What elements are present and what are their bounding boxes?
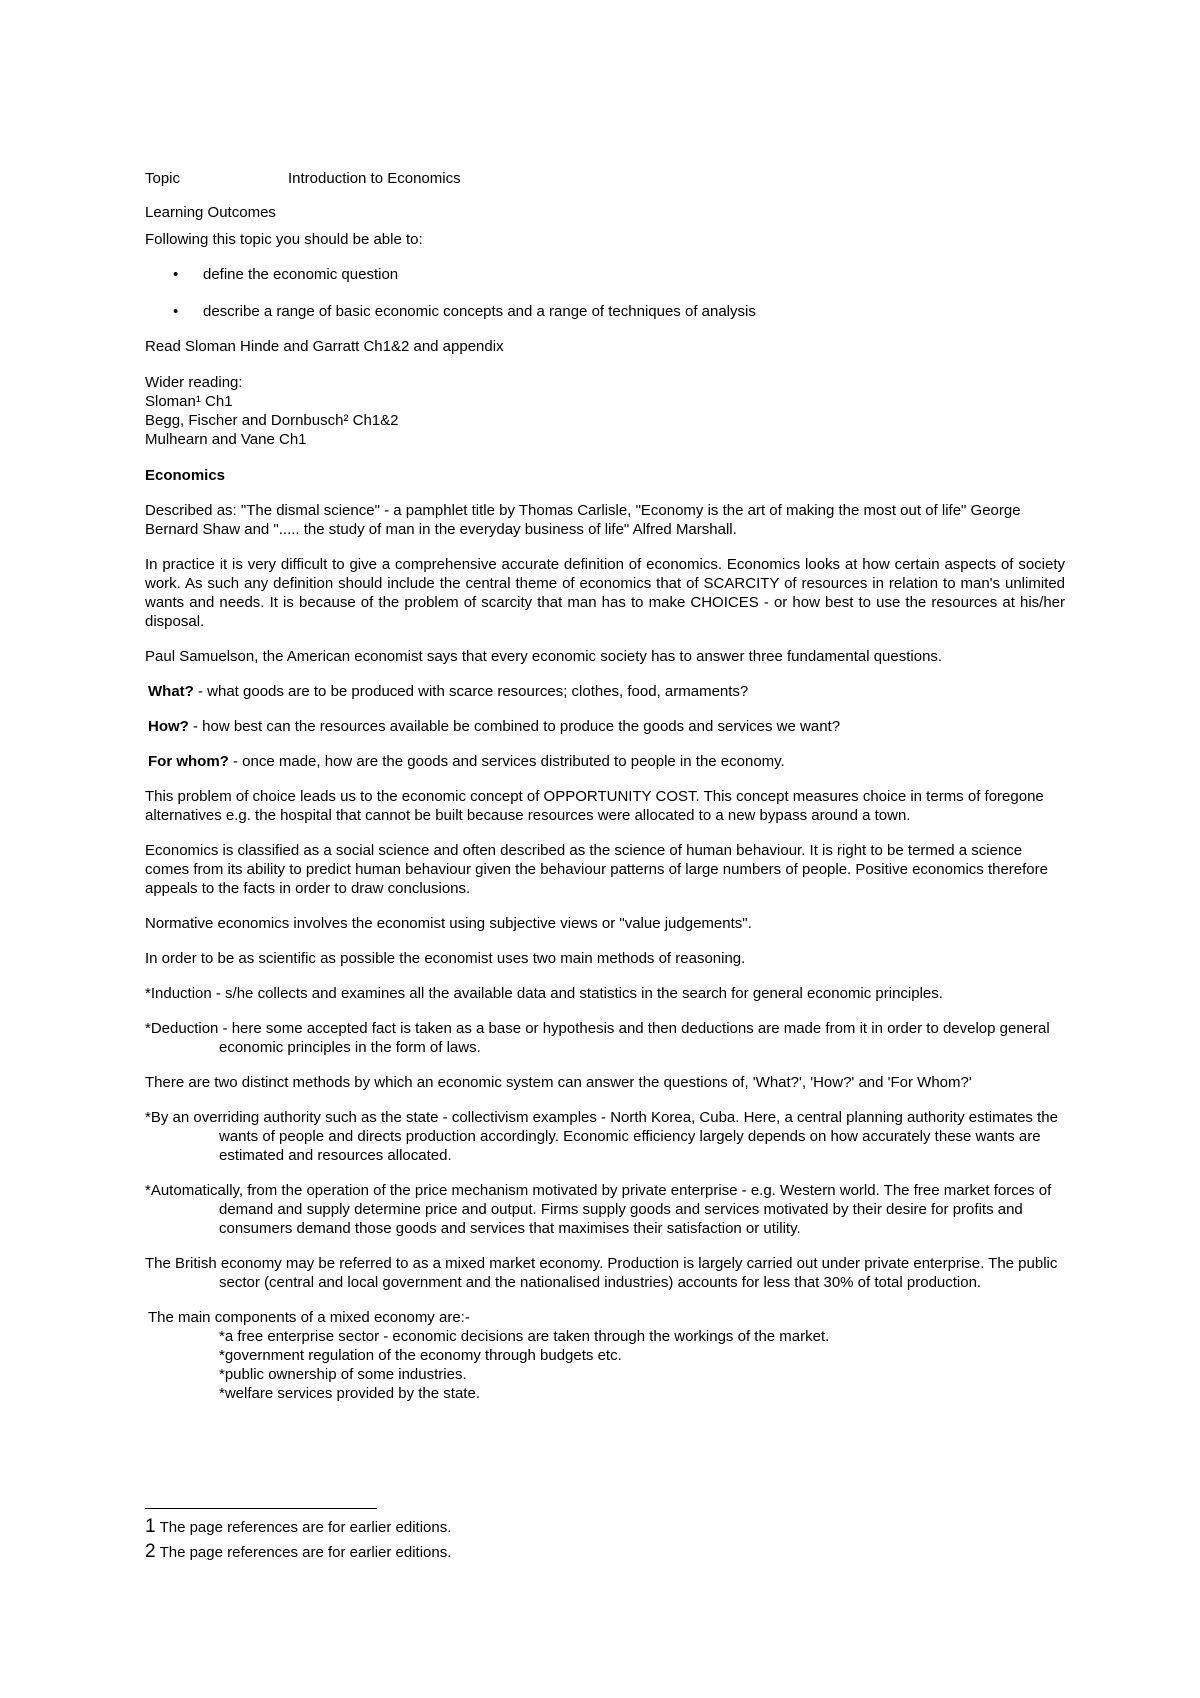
footnote-text: The page references are for earlier editions. <box>159 1544 452 1561</box>
footnote <box>145 1515 1045 1540</box>
wider-reading-item: Begg, Fischer and Dornbusch² Ch1&2 <box>145 412 399 429</box>
mixed-economy-components <box>145 1308 1065 1403</box>
footnote <box>145 1540 1045 1565</box>
learning-outcomes-intro: Following this topic you should be able to: <box>145 231 423 248</box>
list-item: *government regulation of the economy through budgets etc. <box>219 1347 622 1364</box>
bullet-icon: • <box>173 303 179 320</box>
paragraph-british: The British economy may be referred to as a mixed market economy. Production is largely carried out under private enterprise. The public sector (central and local government and the nationalised industries) accounts for less that 30% of total production. <box>145 1255 1058 1291</box>
topic-label: Topic <box>145 170 181 187</box>
document-body <box>145 169 1065 1403</box>
question-term: For whom? <box>148 753 229 770</box>
footnote-number: 1 <box>145 1516 156 1537</box>
paragraph-automatic: *Automatically, from the operation of the price mechanism motivated by private enterprise - e.g. Western world. The free market forces of demand and supply determine price and output. Firms supply goods and services motivated by their desire for profits and consumers demand those goods and services that maximises their satisfaction or utility. <box>145 1182 1052 1237</box>
list-item-text: define the economic question <box>203 266 399 283</box>
paragraph-authority: *By an overriding authority such as the state - collectivism examples - North Korea, Cuba. Here, a central planning authority estimates the wants of people and directs production accordingly. Economic efficiency largely depends on how accurately these wants are estimated and resources allocated. <box>145 1109 1058 1164</box>
list-item: *public ownership of some industries. <box>219 1366 467 1383</box>
footnote-divider <box>145 1508 377 1509</box>
question-term: How? <box>148 718 189 735</box>
paragraph-normative: Normative economics involves the economist using subjective views or "value judgements". <box>145 915 752 932</box>
question-term: What? <box>148 683 194 700</box>
paragraph-reasoning: In order to be as scientific as possible the economist uses two main methods of reasoning. <box>145 950 746 967</box>
list-item: *welfare services provided by the state. <box>219 1385 480 1402</box>
wider-reading-item: Mulhearn and Vane Ch1 <box>145 431 307 448</box>
question-text: - once made, how are the goods and services distributed to people in the economy. <box>228 753 785 770</box>
section-heading: Economics <box>145 467 226 484</box>
paragraph-described: Described as: "The dismal science" - a pamphlet title by Thomas Carlisle, "Economy is the art of making the most out of life" George Bernard Shaw and "..... the study of man in the everyday business of life" Alfred Marshall. <box>145 502 1021 538</box>
list-item <box>145 302 1065 321</box>
wider-reading <box>145 373 1065 449</box>
paragraph-social-science: Economics is classified as a social science and often described as the science of human behaviour. It is right to be termed a science comes from its ability to predict human behaviour given the behaviour patterns of large numbers of people. Positive economics therefore appeals to the facts in order to draw conclusions. <box>145 842 1048 897</box>
question-how <box>145 717 1065 736</box>
learning-outcomes-list <box>145 265 1065 321</box>
list-item: *a free enterprise sector - economic decisions are taken through the workings of the market. <box>219 1328 830 1345</box>
question-what <box>145 682 1065 701</box>
footnote-text: The page references are for earlier editions. <box>159 1519 452 1536</box>
wider-reading-item: Sloman¹ Ch1 <box>145 393 233 410</box>
paragraph-two-methods: There are two distinct methods by which an economic system can answer the questions of, 'What?', 'How?' and 'For Whom?' <box>145 1074 972 1091</box>
paragraph-induction: *Induction - s/he collects and examines all the available data and statistics in the search for general economic principles. <box>145 985 943 1002</box>
footnote-number: 2 <box>145 1541 156 1562</box>
footnotes <box>145 1508 1045 1565</box>
read-instruction: Read Sloman Hinde and Garratt Ch1&2 and appendix <box>145 338 504 355</box>
list-item <box>145 265 1065 284</box>
paragraph-opportunity-cost: This problem of choice leads us to the economic concept of OPPORTUNITY COST. This concept measures choice in terms of foregone alternatives e.g. the hospital that cannot be built because resources were allocated to a new bypass around a town. <box>145 788 1044 824</box>
learning-outcomes-heading: Learning Outcomes <box>145 204 276 221</box>
bullet-icon: • <box>173 266 179 283</box>
question-text: - what goods are to be produced with scarce resources; clothes, food, armaments? <box>193 683 749 700</box>
paragraph-samuelson: Paul Samuelson, the American economist says that every economic society has to answer three fundamental questions. <box>145 648 943 665</box>
wider-reading-heading: Wider reading: <box>145 374 243 391</box>
question-for-whom <box>145 752 1065 771</box>
paragraph-deduction: *Deduction - here some accepted fact is taken as a base or hypothesis and then deductions are made from it in order to develop general economic principles in the form of laws. <box>145 1020 1050 1056</box>
paragraph-practice: In practice it is very difficult to give a comprehensive accurate definition of economics. Economics looks at how certain aspects of society work. As such any definition should include the central theme of economics that of SCARCITY of resources in relation to man's unlimited wants and needs. It is because of the problem of scarcity that man has to make CHOICES - or how best to use the resources at his/her disposal. <box>145 556 1065 630</box>
topic-value: Introduction to Economics <box>288 170 461 187</box>
question-text: - how best can the resources available be combined to produce the goods and services we want? <box>188 718 841 735</box>
topic-row <box>145 169 1065 188</box>
components-heading: The main components of a mixed economy are:- <box>148 1309 470 1326</box>
list-item-text: describe a range of basic economic concepts and a range of techniques of analysis <box>203 303 756 320</box>
